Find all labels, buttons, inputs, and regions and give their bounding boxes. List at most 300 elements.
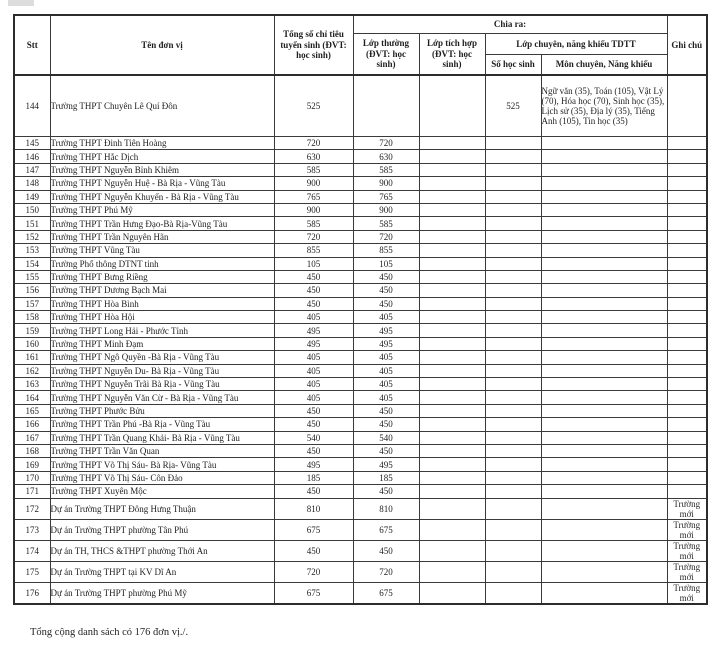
- cell-total-quota: 495: [274, 458, 353, 471]
- cell-specialized-subjects: [541, 137, 667, 150]
- cell-specialized-students: [485, 582, 541, 604]
- cell-integrated-class: [419, 540, 485, 561]
- cell-total-quota: 495: [274, 337, 353, 350]
- cell-specialized-subjects: [541, 498, 667, 519]
- cell-specialized-subjects: [541, 150, 667, 163]
- cell-school-name: Trường THPT Long Hải - Phước Tỉnh: [50, 324, 274, 337]
- table-row: [14, 364, 707, 377]
- table-row: [14, 561, 707, 582]
- cell-specialized-subjects: [541, 217, 667, 230]
- cell-specialized-students: [485, 418, 541, 431]
- cell-school-name: Trường THPT Trần Hưng Đạo-Bà Rịa-Vũng Tàu: [50, 217, 274, 230]
- cell-specialized-subjects: [541, 471, 667, 484]
- table-row: [14, 378, 707, 391]
- cell-total-quota: 405: [274, 391, 353, 404]
- cell-total-quota: 105: [274, 257, 353, 270]
- cell-note: [667, 431, 707, 444]
- cell-stt: 146: [14, 150, 50, 163]
- cell-integrated-class: [419, 458, 485, 471]
- cell-total-quota: 450: [274, 270, 353, 283]
- cell-stt: 157: [14, 297, 50, 310]
- cell-note: [667, 324, 707, 337]
- cell-stt: 165: [14, 404, 50, 417]
- cell-specialized-subjects: [541, 561, 667, 582]
- cell-school-name: Dự án TH, THCS &THPT phường Thới An: [50, 540, 274, 561]
- cell-total-quota: 405: [274, 311, 353, 324]
- cell-stt: 159: [14, 324, 50, 337]
- cell-school-name: Trường Phổ thông DTNT tỉnh: [50, 257, 274, 270]
- cell-specialized-students: [485, 203, 541, 216]
- cell-note: [667, 337, 707, 350]
- cell-total-quota: 630: [274, 150, 353, 163]
- cell-regular-class: 675: [353, 582, 419, 604]
- cell-stt: 155: [14, 270, 50, 283]
- header-mon-chuyen-nang-khieu: Môn chuyên, Năng khiếu: [541, 55, 667, 76]
- cell-school-name: Trường THPT Dương Bạch Mai: [50, 284, 274, 297]
- cell-integrated-class: [419, 324, 485, 337]
- cell-specialized-subjects: [541, 203, 667, 216]
- cell-integrated-class: [419, 203, 485, 216]
- cell-note: [667, 257, 707, 270]
- cell-school-name: Trường THPT Vũng Tàu: [50, 244, 274, 257]
- cell-specialized-students: 525: [485, 75, 541, 137]
- cell-stt: 156: [14, 284, 50, 297]
- cell-regular-class: [353, 75, 419, 137]
- header-lop-tich-hop: Lớp tích hợp (ĐVT: học sinh): [419, 34, 485, 76]
- cell-total-quota: 450: [274, 418, 353, 431]
- cell-regular-class: 810: [353, 498, 419, 519]
- cell-school-name: Trường THPT Trần Quang Khải- Bà Rịa - Vũng Tàu: [50, 431, 274, 444]
- cell-total-quota: 720: [274, 230, 353, 243]
- table-row: [14, 391, 707, 404]
- cell-stt: 174: [14, 540, 50, 561]
- cell-specialized-students: [485, 284, 541, 297]
- cell-specialized-subjects: [541, 540, 667, 561]
- cell-specialized-students: [485, 431, 541, 444]
- cell-integrated-class: [419, 270, 485, 283]
- cell-school-name: Trường THPT Nguyễn Bỉnh Khiêm: [50, 163, 274, 176]
- cell-total-quota: 450: [274, 297, 353, 310]
- cell-note: [667, 471, 707, 484]
- cell-regular-class: 405: [353, 311, 419, 324]
- cell-regular-class: 450: [353, 297, 419, 310]
- table-row: [14, 458, 707, 471]
- cell-school-name: Trường THPT Xuyên Mộc: [50, 485, 274, 498]
- cell-stt: 145: [14, 137, 50, 150]
- cell-integrated-class: [419, 311, 485, 324]
- cell-total-quota: 855: [274, 244, 353, 257]
- cell-stt: 170: [14, 471, 50, 484]
- cell-specialized-subjects: [541, 270, 667, 283]
- cell-school-name: Trường THPT Nguyễn Du- Bà Rịa - Vũng Tàu: [50, 364, 274, 377]
- cell-note: [667, 418, 707, 431]
- cell-specialized-subjects: [541, 391, 667, 404]
- cell-school-name: Trường THPT Minh Đạm: [50, 337, 274, 350]
- cell-specialized-students: [485, 244, 541, 257]
- cell-school-name: Trường THPT Phước Bửu: [50, 404, 274, 417]
- header-lop-thuong: Lớp thường (ĐVT: học sinh): [353, 34, 419, 76]
- cell-note: [667, 485, 707, 498]
- cell-specialized-subjects: Ngữ văn (35), Toán (105), Vật Lý (70), Hóa học (70), Sinh học (35), Lịch sử (35), Địa lý (35), Tiếng Anh (105), Tin học (35): [541, 75, 667, 137]
- cell-specialized-students: [485, 364, 541, 377]
- cell-total-quota: 900: [274, 203, 353, 216]
- cell-specialized-subjects: [541, 324, 667, 337]
- cell-note: Trường mới: [667, 561, 707, 582]
- table-row: [14, 311, 707, 324]
- cell-school-name: Trường THPT Hắc Dịch: [50, 150, 274, 163]
- cell-total-quota: 450: [274, 404, 353, 417]
- enrollment-quota-table: [13, 14, 708, 605]
- cell-total-quota: 185: [274, 471, 353, 484]
- cell-total-quota: 765: [274, 190, 353, 203]
- cell-specialized-students: [485, 519, 541, 540]
- cell-specialized-students: [485, 540, 541, 561]
- cell-regular-class: 450: [353, 444, 419, 457]
- cell-integrated-class: [419, 351, 485, 364]
- cell-integrated-class: [419, 297, 485, 310]
- cell-integrated-class: [419, 177, 485, 190]
- cell-integrated-class: [419, 391, 485, 404]
- cell-school-name: Trường THPT Chuyên Lê Quí Đôn: [50, 75, 274, 137]
- cell-total-quota: 720: [274, 561, 353, 582]
- cell-specialized-students: [485, 458, 541, 471]
- cell-regular-class: 585: [353, 217, 419, 230]
- cell-specialized-subjects: [541, 485, 667, 498]
- cell-regular-class: 405: [353, 378, 419, 391]
- cell-note: [667, 137, 707, 150]
- cell-specialized-students: [485, 150, 541, 163]
- cell-note: [667, 404, 707, 417]
- cell-integrated-class: [419, 444, 485, 457]
- cell-note: [667, 75, 707, 137]
- cell-specialized-students: [485, 444, 541, 457]
- cell-specialized-subjects: [541, 311, 667, 324]
- cell-note: Trường mới: [667, 498, 707, 519]
- table-row: [14, 519, 707, 540]
- header-chia-ra: Chia ra:: [353, 15, 667, 34]
- table-row: [14, 297, 707, 310]
- cell-stt: 163: [14, 378, 50, 391]
- cell-integrated-class: [419, 431, 485, 444]
- cell-total-quota: 900: [274, 177, 353, 190]
- cell-total-quota: 810: [274, 498, 353, 519]
- cell-stt: 160: [14, 337, 50, 350]
- cell-regular-class: 450: [353, 284, 419, 297]
- cell-specialized-students: [485, 337, 541, 350]
- cell-note: [667, 217, 707, 230]
- header-row-1: [14, 15, 707, 34]
- cell-note: [667, 150, 707, 163]
- cell-specialized-subjects: [541, 337, 667, 350]
- table-row: [14, 217, 707, 230]
- cell-integrated-class: [419, 519, 485, 540]
- cell-total-quota: 675: [274, 519, 353, 540]
- cell-school-name: Dự án Trường THPT phường Tân Phú: [50, 519, 274, 540]
- cell-regular-class: 405: [353, 391, 419, 404]
- cell-regular-class: 720: [353, 137, 419, 150]
- cell-regular-class: 765: [353, 190, 419, 203]
- cell-note: [667, 364, 707, 377]
- table-row: [14, 203, 707, 216]
- cell-note: [667, 444, 707, 457]
- cell-specialized-students: [485, 230, 541, 243]
- cell-stt: 164: [14, 391, 50, 404]
- cell-stt: 176: [14, 582, 50, 604]
- cell-total-quota: 720: [274, 137, 353, 150]
- cell-regular-class: 630: [353, 150, 419, 163]
- cell-integrated-class: [419, 137, 485, 150]
- cell-specialized-subjects: [541, 418, 667, 431]
- cell-specialized-subjects: [541, 190, 667, 203]
- cell-stt: 168: [14, 444, 50, 457]
- table-row: [14, 431, 707, 444]
- table-row: [14, 444, 707, 457]
- cell-specialized-students: [485, 190, 541, 203]
- cell-regular-class: 720: [353, 230, 419, 243]
- cell-total-quota: 405: [274, 351, 353, 364]
- cell-specialized-students: [485, 498, 541, 519]
- header-ten-don-vi: Tên đơn vị: [50, 15, 274, 75]
- table-row: [14, 324, 707, 337]
- cell-specialized-subjects: [541, 284, 667, 297]
- cell-total-quota: 495: [274, 324, 353, 337]
- cell-school-name: Trường THPT Nguyễn Văn Cừ - Bà Rịa - Vũng Tàu: [50, 391, 274, 404]
- cell-stt: 151: [14, 217, 50, 230]
- cell-stt: 148: [14, 177, 50, 190]
- cell-integrated-class: [419, 498, 485, 519]
- cell-integrated-class: [419, 404, 485, 417]
- table-row: [14, 284, 707, 297]
- cell-integrated-class: [419, 364, 485, 377]
- header-ghi-chu: Ghi chú: [667, 15, 707, 75]
- cell-note: [667, 297, 707, 310]
- cell-specialized-students: [485, 351, 541, 364]
- cell-stt: 173: [14, 519, 50, 540]
- cell-integrated-class: [419, 561, 485, 582]
- cell-school-name: Dự án Trường THPT tại KV Dĩ An: [50, 561, 274, 582]
- cell-integrated-class: [419, 244, 485, 257]
- cell-school-name: Trường THPT Đinh Tiên Hoàng: [50, 137, 274, 150]
- table-row: [14, 177, 707, 190]
- cell-total-quota: 405: [274, 378, 353, 391]
- cell-total-quota: 450: [274, 444, 353, 457]
- cell-specialized-subjects: [541, 230, 667, 243]
- cell-regular-class: 675: [353, 519, 419, 540]
- cell-specialized-subjects: [541, 244, 667, 257]
- cell-school-name: Trường THPT Trần Nguyên Hãn: [50, 230, 274, 243]
- cell-integrated-class: [419, 257, 485, 270]
- cell-integrated-class: [419, 418, 485, 431]
- cell-note: [667, 311, 707, 324]
- cell-note: [667, 203, 707, 216]
- cell-regular-class: 495: [353, 458, 419, 471]
- cell-specialized-subjects: [541, 582, 667, 604]
- cell-specialized-students: [485, 404, 541, 417]
- cell-specialized-students: [485, 485, 541, 498]
- cell-specialized-students: [485, 217, 541, 230]
- table-row: [14, 404, 707, 417]
- cell-regular-class: 405: [353, 364, 419, 377]
- cell-stt: 149: [14, 190, 50, 203]
- cell-note: [667, 458, 707, 471]
- cell-note: [667, 163, 707, 176]
- cell-specialized-subjects: [541, 378, 667, 391]
- cell-specialized-subjects: [541, 351, 667, 364]
- cell-integrated-class: [419, 284, 485, 297]
- cell-total-quota: 450: [274, 284, 353, 297]
- cell-school-name: Dự án Trường THPT Đông Hưng Thuận: [50, 498, 274, 519]
- cell-note: Trường mới: [667, 582, 707, 604]
- table-row: [14, 75, 707, 137]
- footer-total-note: Tổng cộng danh sách có 176 đơn vị./.: [30, 627, 189, 638]
- table-row: [14, 230, 707, 243]
- cell-school-name: Trường THPT Ngô Quyền -Bà Rịa - Vũng Tàu: [50, 351, 274, 364]
- cell-integrated-class: [419, 75, 485, 137]
- cell-note: Trường mới: [667, 519, 707, 540]
- cell-regular-class: 405: [353, 351, 419, 364]
- cell-total-quota: 450: [274, 540, 353, 561]
- cell-total-quota: 405: [274, 364, 353, 377]
- cell-specialized-subjects: [541, 177, 667, 190]
- table-header: [14, 15, 707, 75]
- cell-stt: 154: [14, 257, 50, 270]
- cell-integrated-class: [419, 230, 485, 243]
- cell-specialized-subjects: [541, 297, 667, 310]
- cell-integrated-class: [419, 217, 485, 230]
- table-row: [14, 150, 707, 163]
- cell-stt: 147: [14, 163, 50, 176]
- cell-specialized-subjects: [541, 444, 667, 457]
- cell-school-name: Trường THPT Hòa Bình: [50, 297, 274, 310]
- table-row: [14, 582, 707, 604]
- table-row: [14, 498, 707, 519]
- cell-stt: 175: [14, 561, 50, 582]
- cell-regular-class: 585: [353, 163, 419, 176]
- cell-regular-class: 900: [353, 203, 419, 216]
- cell-stt: 144: [14, 75, 50, 137]
- cell-specialized-subjects: [541, 519, 667, 540]
- cell-regular-class: 450: [353, 540, 419, 561]
- cell-school-name: Trường THPT Nguyễn Trãi Bà Rịa - Vũng Tàu: [50, 378, 274, 391]
- cell-specialized-subjects: [541, 458, 667, 471]
- cell-note: [667, 270, 707, 283]
- scan-artifact: [8, 0, 34, 6]
- cell-integrated-class: [419, 150, 485, 163]
- cell-stt: 161: [14, 351, 50, 364]
- cell-note: [667, 284, 707, 297]
- cell-specialized-students: [485, 297, 541, 310]
- cell-specialized-students: [485, 391, 541, 404]
- cell-school-name: Trường THPT Nguyễn Khuyến - Bà Rịa - Vũng Tàu: [50, 190, 274, 203]
- cell-regular-class: 185: [353, 471, 419, 484]
- cell-regular-class: 495: [353, 337, 419, 350]
- table-body: [14, 75, 707, 604]
- cell-total-quota: 585: [274, 217, 353, 230]
- cell-school-name: Trường THPT Nguyễn Huệ - Bà Rịa - Vũng Tàu: [50, 177, 274, 190]
- cell-regular-class: 450: [353, 404, 419, 417]
- header-lop-chuyen-nang-khieu: Lớp chuyên, năng khiếu TDTT: [485, 34, 667, 55]
- cell-note: [667, 351, 707, 364]
- cell-specialized-students: [485, 257, 541, 270]
- cell-note: [667, 244, 707, 257]
- cell-specialized-subjects: [541, 404, 667, 417]
- cell-regular-class: 450: [353, 485, 419, 498]
- table-row: [14, 244, 707, 257]
- cell-regular-class: 855: [353, 244, 419, 257]
- cell-specialized-students: [485, 561, 541, 582]
- cell-total-quota: 450: [274, 485, 353, 498]
- cell-stt: 150: [14, 203, 50, 216]
- cell-school-name: Trường THPT Trần Phú -Bà Rịa - Vũng Tàu: [50, 418, 274, 431]
- table-row: [14, 351, 707, 364]
- cell-specialized-subjects: [541, 364, 667, 377]
- cell-specialized-students: [485, 163, 541, 176]
- cell-regular-class: 105: [353, 257, 419, 270]
- table-row: [14, 270, 707, 283]
- cell-total-quota: 525: [274, 75, 353, 137]
- cell-specialized-students: [485, 270, 541, 283]
- cell-school-name: Trường THPT Võ Thị Sáu- Bà Rịa- Vũng Tàu: [50, 458, 274, 471]
- header-tong-so-chi-tieu: Tổng số chỉ tiêu tuyển sinh (ĐVT: học sinh): [274, 15, 353, 75]
- table-row: [14, 163, 707, 176]
- cell-specialized-subjects: [541, 431, 667, 444]
- header-stt: Stt: [14, 15, 50, 75]
- cell-total-quota: 675: [274, 582, 353, 604]
- cell-total-quota: 540: [274, 431, 353, 444]
- cell-integrated-class: [419, 337, 485, 350]
- cell-specialized-subjects: [541, 257, 667, 270]
- cell-school-name: Dự án Trường THPT phường Phú Mỹ: [50, 582, 274, 604]
- cell-school-name: Trường THPT Phú Mỹ: [50, 203, 274, 216]
- cell-regular-class: 495: [353, 324, 419, 337]
- cell-stt: 166: [14, 418, 50, 431]
- cell-integrated-class: [419, 190, 485, 203]
- table-row: [14, 257, 707, 270]
- table-row: [14, 418, 707, 431]
- cell-specialized-students: [485, 378, 541, 391]
- cell-specialized-subjects: [541, 163, 667, 176]
- cell-total-quota: 585: [274, 163, 353, 176]
- cell-note: [667, 230, 707, 243]
- table-row: [14, 485, 707, 498]
- cell-stt: 158: [14, 311, 50, 324]
- cell-stt: 171: [14, 485, 50, 498]
- cell-specialized-students: [485, 177, 541, 190]
- cell-integrated-class: [419, 582, 485, 604]
- table-row: [14, 540, 707, 561]
- cell-integrated-class: [419, 471, 485, 484]
- cell-regular-class: 450: [353, 418, 419, 431]
- cell-stt: 162: [14, 364, 50, 377]
- header-so-hoc-sinh: Số học sinh: [485, 55, 541, 76]
- table-row: [14, 190, 707, 203]
- cell-integrated-class: [419, 163, 485, 176]
- cell-note: [667, 391, 707, 404]
- cell-note: Trường mới: [667, 540, 707, 561]
- cell-specialized-students: [485, 471, 541, 484]
- cell-school-name: Trường THPT Trần Văn Quan: [50, 444, 274, 457]
- cell-note: [667, 190, 707, 203]
- cell-note: [667, 177, 707, 190]
- cell-stt: 153: [14, 244, 50, 257]
- table-row: [14, 471, 707, 484]
- cell-school-name: Trường THPT Võ Thị Sáu- Côn Đảo: [50, 471, 274, 484]
- cell-regular-class: 720: [353, 561, 419, 582]
- cell-stt: 152: [14, 230, 50, 243]
- cell-regular-class: 900: [353, 177, 419, 190]
- cell-stt: 169: [14, 458, 50, 471]
- cell-specialized-students: [485, 324, 541, 337]
